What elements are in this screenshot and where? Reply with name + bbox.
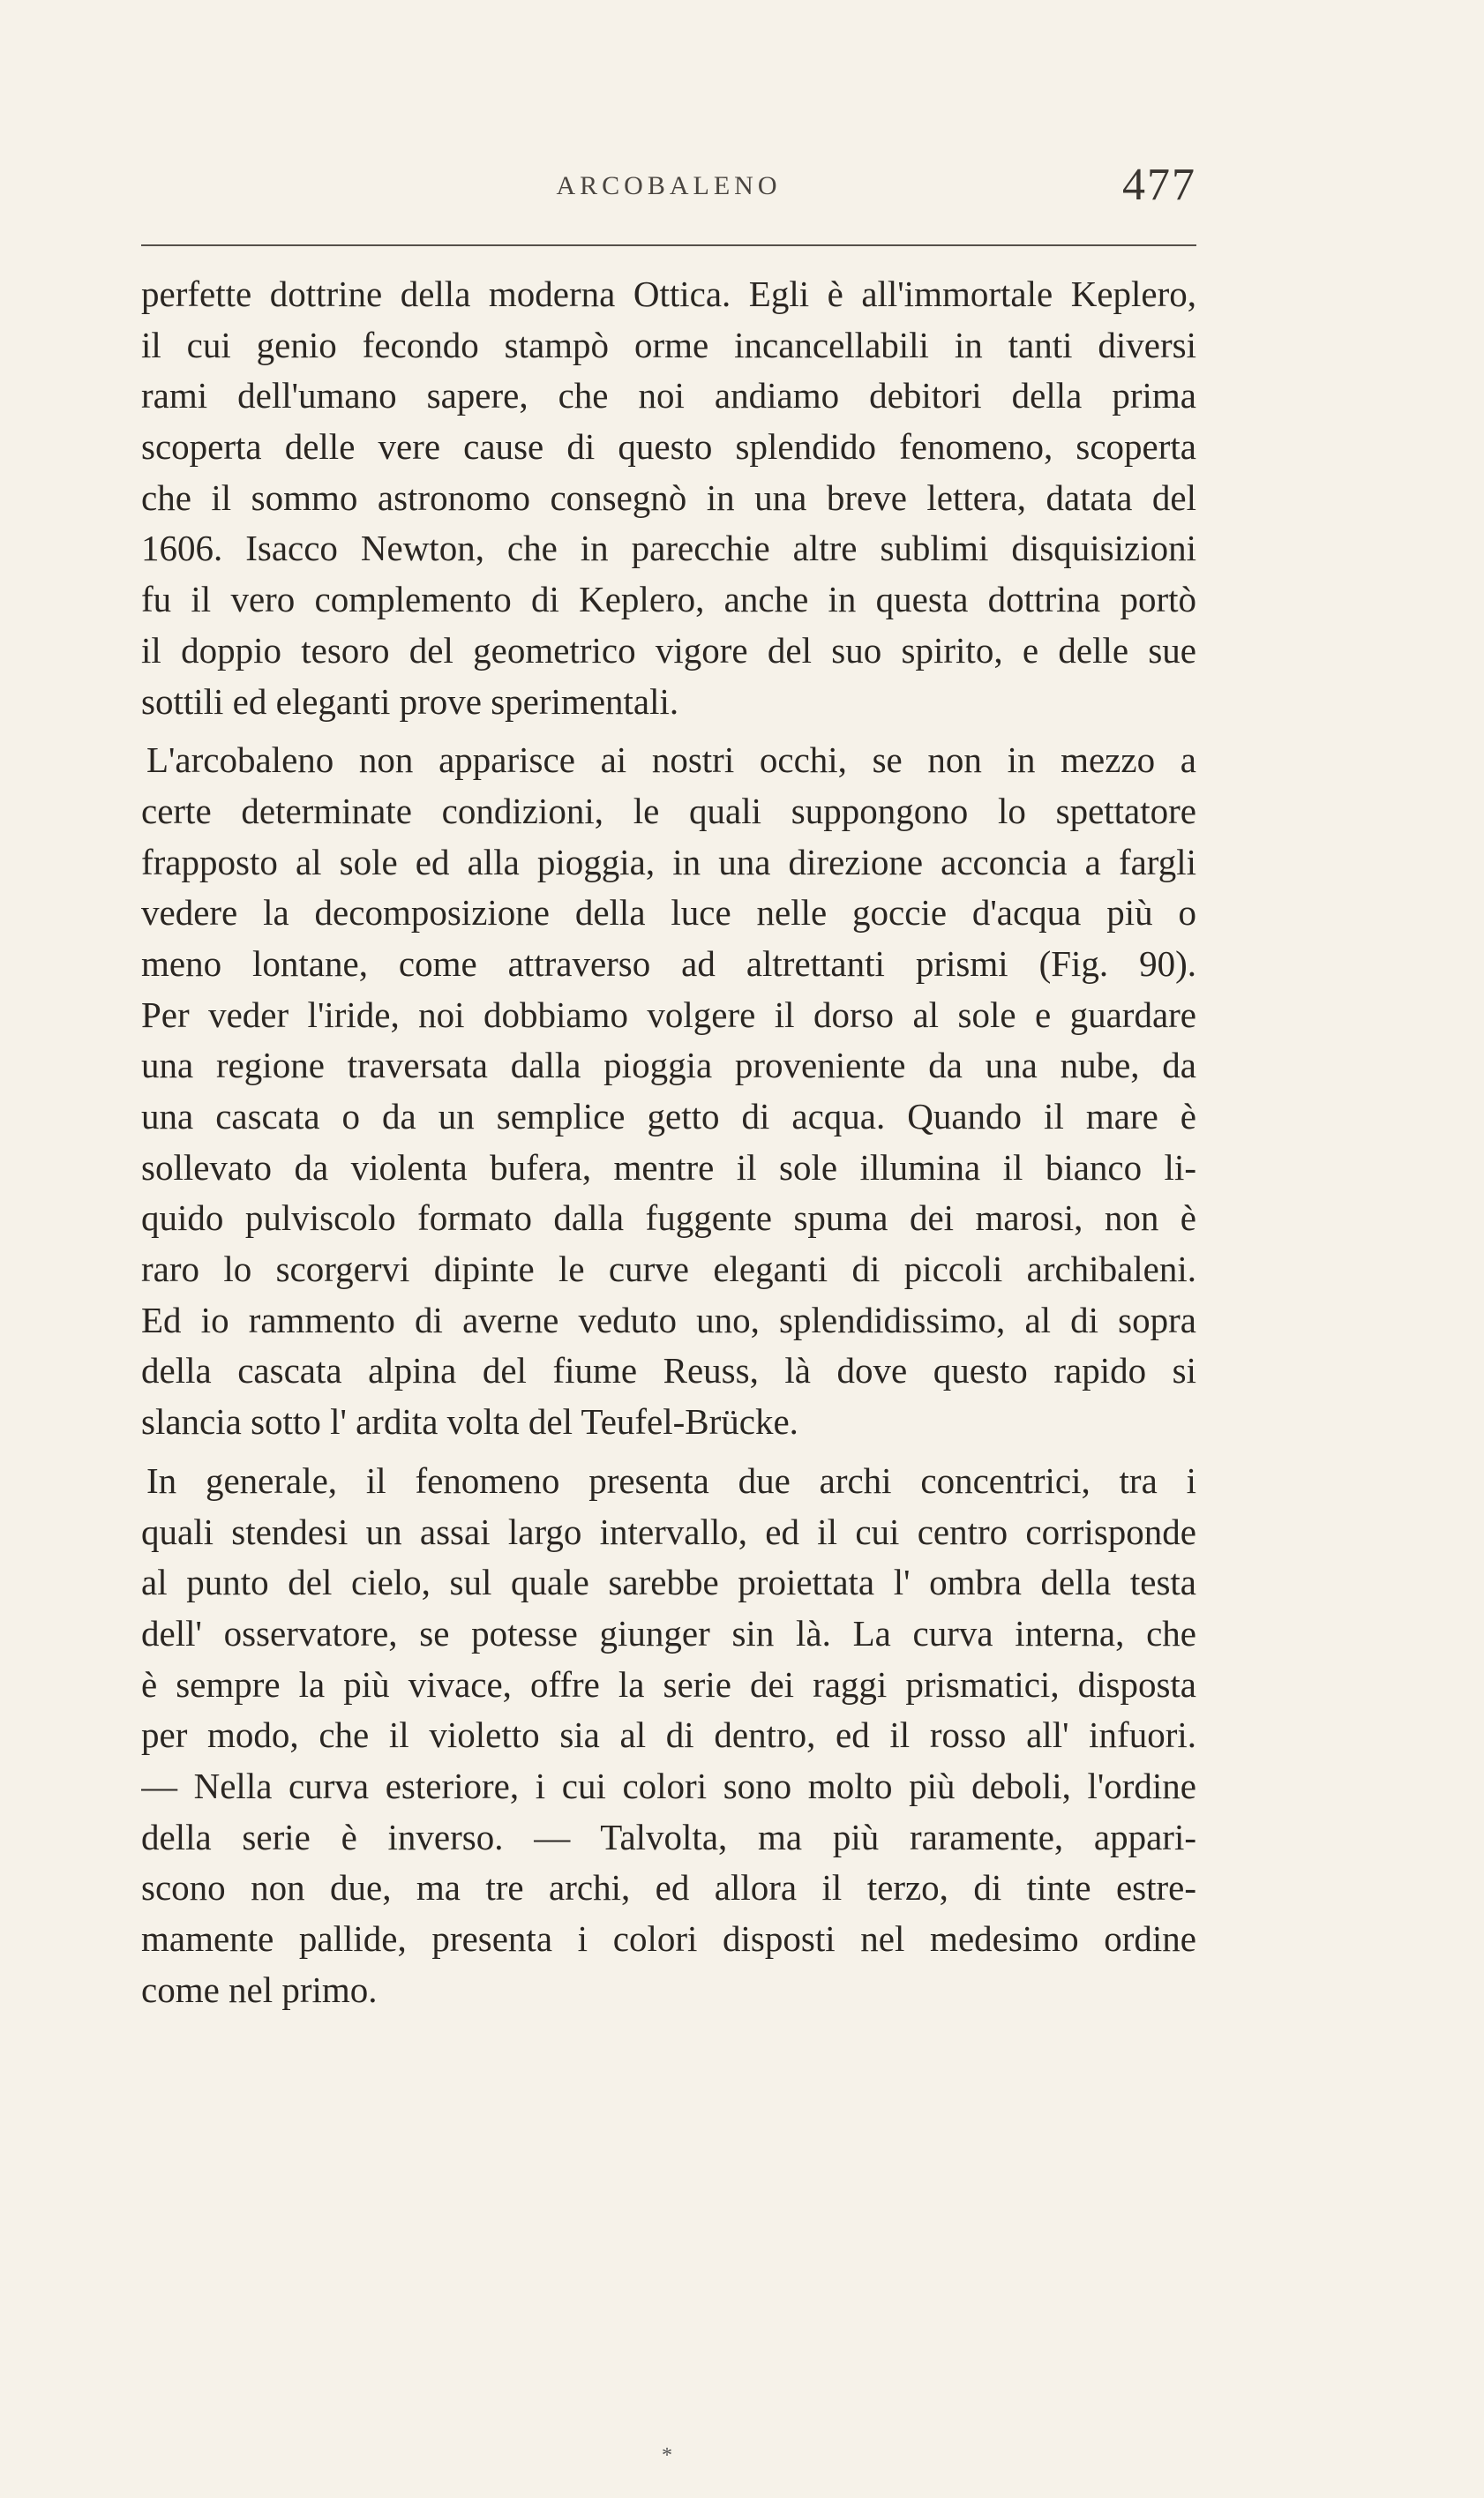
text-line: per modo, che il violetto sia al di dentro, ed il rosso all' infuori. bbox=[141, 1714, 1196, 1756]
text-line: è sempre la più vivace, offre la serie dei raggi prismatici, disposta bbox=[141, 1663, 1196, 1705]
text-line: come nel primo. bbox=[141, 1969, 378, 2010]
text-line: perfette dottrine della moderna Ottica. Egli è all'immortale Keplero, bbox=[141, 274, 1196, 314]
text-line: scono non due, ma tre archi, ed allora il terzo, di tinte estre- bbox=[141, 1867, 1196, 1909]
page-header bbox=[141, 159, 1196, 221]
footer-mark: * bbox=[662, 2444, 672, 2467]
text-line: Per veder l'iride, noi dobbiamo volgere il dorso al sole e guardare bbox=[141, 994, 1196, 1035]
page-number: 477 bbox=[1122, 160, 1196, 210]
text-line: sollevato da violenta bufera, mentre il sole illumina il bianco li- bbox=[141, 1146, 1196, 1188]
paragraph bbox=[141, 735, 1196, 1448]
text-line: quali stendesi un assai largo intervallo, ed il cui centro corrisponde bbox=[141, 1511, 1196, 1552]
body-text bbox=[141, 269, 1196, 2015]
text-line: certe determinate condizioni, le quali suppongono lo spettatore bbox=[141, 790, 1196, 831]
text-line: che il sommo astronomo consegnò in una breve lettera, datata del bbox=[141, 476, 1196, 518]
text-line: rami dell'umano sapere, che noi andiamo debitori della prima bbox=[141, 375, 1196, 416]
text-line: sottili ed eleganti prove sperimentali. bbox=[141, 680, 679, 722]
text-line: il doppio tesoro del geometrico vigore del suo spirito, e delle sue bbox=[141, 629, 1196, 671]
text-line: meno lontane, come attraverso ad altrettanti prismi (Fig. 90). bbox=[141, 942, 1196, 984]
text-line: della serie è inverso. — Talvolta, ma più raramente, appari- bbox=[141, 1816, 1196, 1857]
text-line: — Nella curva esteriore, i cui colori sono molto più deboli, l'ordine bbox=[141, 1765, 1196, 1806]
text-line: quido pulviscolo formato dalla fuggente spuma dei marosi, non è bbox=[141, 1197, 1196, 1239]
paragraph bbox=[141, 269, 1196, 727]
text-line: mamente pallide, presenta i colori disposti nel medesimo ordine bbox=[141, 1918, 1196, 1959]
text-line: vedere la decomposizione della luce nelle goccie d'acqua più o bbox=[141, 892, 1196, 934]
text-line: 1606. Isacco Newton, che in parecchie altre sublimi disquisizioni bbox=[141, 528, 1196, 569]
paragraph-gap bbox=[141, 1448, 1196, 1456]
paragraph-gap bbox=[141, 727, 1196, 735]
text-line: una regione traversata dalla pioggia proveniente da una nube, da bbox=[141, 1045, 1196, 1086]
text-line: al punto del cielo, sul quale sarebbe proiettata l' ombra della testa bbox=[141, 1562, 1196, 1603]
running-title: ARCOBALENO bbox=[556, 171, 782, 200]
text-line: scoperta delle vere cause di questo splendido fenomeno, scoperta bbox=[141, 426, 1196, 468]
text-line: raro lo scorgervi dipinte le curve eleganti di piccoli archibaleni. bbox=[141, 1249, 1196, 1290]
text-line: della cascata alpina del fiume Reuss, là dove questo rapido si bbox=[141, 1350, 1196, 1392]
header-rule bbox=[141, 244, 1196, 246]
text-line: In generale, il fenomeno presenta due archi concentrici, tra i bbox=[146, 1459, 1196, 1501]
text-line: il cui genio fecondo stampò orme incancellabili in tanti diversi bbox=[141, 324, 1196, 365]
text-line: dell' osservatore, se potesse giunger sin là. La curva interna, che bbox=[141, 1612, 1196, 1654]
text-line: slancia sotto l' ardita volta del Teufel-Brücke. bbox=[141, 1401, 798, 1443]
text-line: Ed io rammento di averne veduto uno, splendidissimo, al di sopra bbox=[141, 1299, 1196, 1340]
paragraph bbox=[141, 1456, 1196, 2016]
text-line: frapposto al sole ed alla pioggia, in una direzione acconcia a fargli bbox=[141, 841, 1196, 882]
text-line: una cascata o da un semplice getto di acqua. Quando il mare è bbox=[141, 1096, 1196, 1136]
text-line: fu il vero complemento di Keplero, anche in questa dottrina portò bbox=[141, 579, 1196, 620]
text-line: L'arcobaleno non apparisce ai nostri occhi, se non in mezzo a bbox=[146, 739, 1196, 781]
